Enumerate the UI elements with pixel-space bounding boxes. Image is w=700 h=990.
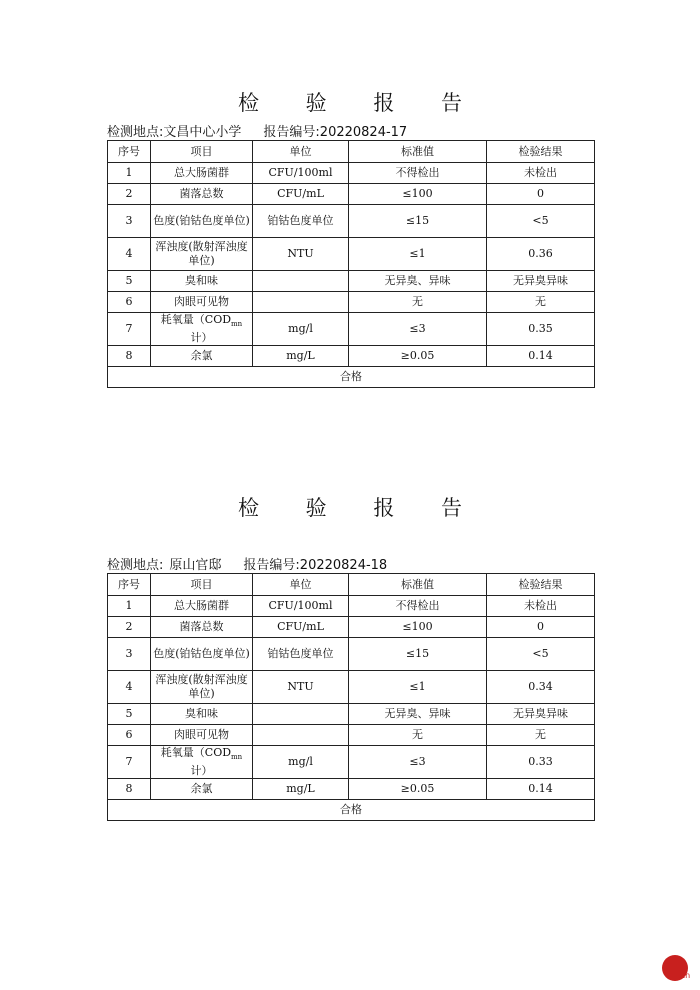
header-standard: 标准值 — [349, 141, 487, 163]
table-row — [108, 671, 595, 704]
cell-no: 6 — [108, 292, 151, 313]
cell-unit: mg/l — [253, 746, 349, 779]
cell-item: 色度(铂钴色度单位) — [151, 638, 253, 671]
cell-item: 浑浊度(散射浑浊度单位) — [151, 671, 253, 704]
cell-unit: mg/l — [253, 313, 349, 346]
cell-item: 臭和味 — [151, 271, 253, 292]
cell-result: 0.33 — [487, 746, 595, 779]
report-meta — [107, 554, 387, 573]
watermark-logo — [662, 955, 698, 983]
cell-standard: 无异臭、异味 — [349, 704, 487, 725]
cell-no: 2 — [108, 184, 151, 205]
cell-standard: ≤100 — [349, 617, 487, 638]
cell-result: <5 — [487, 205, 595, 238]
item-tail: 计） — [190, 331, 213, 345]
cell-unit — [253, 725, 349, 746]
item-subscript: mn — [231, 320, 243, 329]
location-label: 检测地点: — [107, 125, 164, 140]
cell-result: 无 — [487, 725, 595, 746]
cell-no: 8 — [108, 779, 151, 800]
cell-unit — [253, 292, 349, 313]
cell-no: 7 — [108, 313, 151, 346]
table-row — [108, 596, 595, 617]
cell-result: 0.35 — [487, 313, 595, 346]
cell-standard: ≤15 — [349, 638, 487, 671]
cell-no: 7 — [108, 746, 151, 779]
report-title: 检 验 报 告 — [237, 496, 483, 520]
cell-item: 总大肠菌群 — [151, 163, 253, 184]
cell-unit — [253, 271, 349, 292]
cell-item: 菌落总数 — [151, 617, 253, 638]
table-header-row — [108, 141, 595, 163]
cell-no: 4 — [108, 671, 151, 704]
cell-item: 菌落总数 — [151, 184, 253, 205]
header-standard: 标准值 — [349, 574, 487, 596]
table-row — [108, 271, 595, 292]
cell-unit: CFU/100ml — [253, 596, 349, 617]
cell-no: 4 — [108, 238, 151, 271]
location-value: 原山官邸 — [169, 558, 222, 573]
cell-result: 0.14 — [487, 779, 595, 800]
header-unit: 单位 — [253, 574, 349, 596]
cell-standard: ≤100 — [349, 184, 487, 205]
cell-no: 6 — [108, 725, 151, 746]
cell-no: 3 — [108, 638, 151, 671]
report-number-value: 20220824-17 — [319, 125, 408, 140]
table-row — [108, 205, 595, 238]
cell-unit: CFU/mL — [253, 617, 349, 638]
table-row — [108, 617, 595, 638]
watermark-text: l.cn — [676, 971, 691, 980]
cell-no: 1 — [108, 596, 151, 617]
item-subscript: mn — [231, 753, 243, 762]
cell-result: 未检出 — [487, 596, 595, 617]
report-meta — [107, 121, 407, 140]
cell-result: 0.34 — [487, 671, 595, 704]
cell-item — [151, 313, 253, 346]
report-number-value: 20220824-18 — [299, 558, 388, 573]
table-row — [108, 725, 595, 746]
item-text: 耗氧量（COD — [160, 746, 232, 759]
cell-item: 余氯 — [151, 779, 253, 800]
cell-standard: 不得检出 — [349, 163, 487, 184]
table-row — [108, 184, 595, 205]
cell-result: 无 — [487, 292, 595, 313]
cell-result: 无异臭异味 — [487, 704, 595, 725]
header-item: 项目 — [151, 141, 253, 163]
conclusion-row — [108, 367, 595, 388]
table-row — [108, 238, 595, 271]
cell-result: 0.14 — [487, 346, 595, 367]
table-row — [108, 163, 595, 184]
table-row — [108, 292, 595, 313]
cell-standard: 无 — [349, 725, 487, 746]
report-title: 检 验 报 告 — [237, 91, 483, 115]
cell-unit: mg/L — [253, 346, 349, 367]
conclusion-cell: 合格 — [108, 800, 595, 821]
cell-result: 无异臭异味 — [487, 271, 595, 292]
item-tail: 计） — [190, 764, 213, 778]
cell-standard: ≥0.05 — [349, 779, 487, 800]
cell-standard: ≤1 — [349, 671, 487, 704]
cell-item: 色度(铂钴色度单位) — [151, 205, 253, 238]
cell-unit: 铂钴色度单位 — [253, 638, 349, 671]
conclusion-cell: 合格 — [108, 367, 595, 388]
cell-item — [151, 746, 253, 779]
cell-standard: 无 — [349, 292, 487, 313]
table-row — [108, 638, 595, 671]
report-number-label: 报告编号: — [243, 558, 300, 573]
cell-item: 余氯 — [151, 346, 253, 367]
table-row — [108, 313, 595, 346]
cell-item: 总大肠菌群 — [151, 596, 253, 617]
cell-standard: ≤15 — [349, 205, 487, 238]
cell-unit: NTU — [253, 671, 349, 704]
inspection-table — [107, 140, 595, 388]
cell-no: 8 — [108, 346, 151, 367]
cell-result: 未检出 — [487, 163, 595, 184]
cell-unit: CFU/mL — [253, 184, 349, 205]
header-item: 项目 — [151, 574, 253, 596]
table-row — [108, 346, 595, 367]
table-row — [108, 779, 595, 800]
table-row — [108, 704, 595, 725]
header-no: 序号 — [108, 141, 151, 163]
cell-standard: ≥0.05 — [349, 346, 487, 367]
report-section — [0, 88, 700, 384]
cell-item: 肉眼可见物 — [151, 292, 253, 313]
cell-standard: 不得检出 — [349, 596, 487, 617]
cell-result: 0 — [487, 184, 595, 205]
conclusion-row — [108, 800, 595, 821]
cell-no: 5 — [108, 704, 151, 725]
inspection-table — [107, 573, 595, 821]
cell-no: 2 — [108, 617, 151, 638]
cell-standard: ≤3 — [349, 746, 487, 779]
cell-unit: NTU — [253, 238, 349, 271]
header-result: 检验结果 — [487, 141, 595, 163]
location-label: 检测地点: — [107, 558, 164, 573]
cell-result: <5 — [487, 638, 595, 671]
table-header-row — [108, 574, 595, 596]
cell-standard: ≤3 — [349, 313, 487, 346]
cell-standard: 无异臭、异味 — [349, 271, 487, 292]
cell-item: 肉眼可见物 — [151, 725, 253, 746]
header-no: 序号 — [108, 574, 151, 596]
report-number-label: 报告编号: — [263, 125, 320, 140]
cell-no: 1 — [108, 163, 151, 184]
cell-unit: CFU/100ml — [253, 163, 349, 184]
header-unit: 单位 — [253, 141, 349, 163]
cell-result: 0.36 — [487, 238, 595, 271]
cell-item: 臭和味 — [151, 704, 253, 725]
cell-no: 5 — [108, 271, 151, 292]
location-value: 文昌中心小学 — [163, 125, 242, 140]
cell-unit: 铂钴色度单位 — [253, 205, 349, 238]
cell-no: 3 — [108, 205, 151, 238]
header-result: 检验结果 — [487, 574, 595, 596]
cell-unit: mg/L — [253, 779, 349, 800]
cell-unit — [253, 704, 349, 725]
cell-standard: ≤1 — [349, 238, 487, 271]
cell-result: 0 — [487, 617, 595, 638]
item-text: 耗氧量（COD — [160, 313, 232, 326]
table-row — [108, 746, 595, 779]
report-section — [0, 493, 700, 817]
cell-item: 浑浊度(散射浑浊度单位) — [151, 238, 253, 271]
